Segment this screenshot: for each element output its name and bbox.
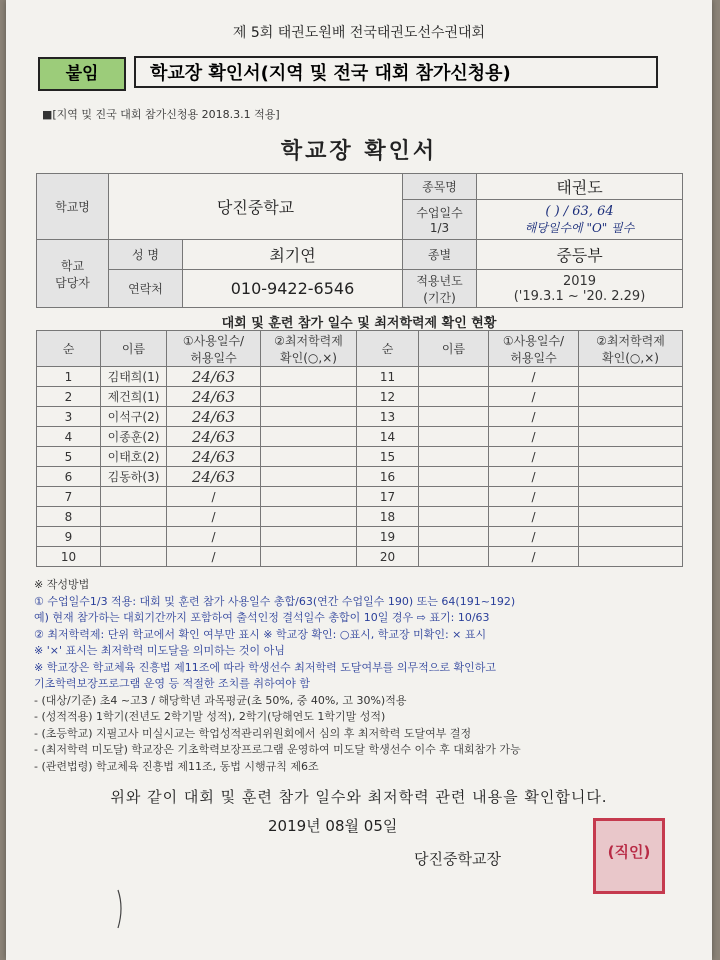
year-value: 2019 [562,273,597,289]
row-check-left [261,467,357,487]
attachment-badge: 붙임 [38,57,126,91]
contact-value: 010-9422-6546 [183,270,403,308]
row-name-left: 김동하(3) [101,467,167,487]
row-no-right: 19 [357,527,419,547]
participants-rows [37,367,683,567]
row-name-right [419,467,489,487]
row-check-right [579,447,683,467]
row-check-right [579,387,683,407]
row-no-left: 4 [37,427,101,447]
method-line-8: - (성적적용) 1학기(전년도 2학기말 성적), 2학기(당해연도 1학기말 성적) [34,710,386,723]
teacher-label-1: 학교 [60,258,85,273]
row-no-left: 1 [37,367,101,387]
header-days-right-2: 허용일수 [510,350,557,365]
days-cell [477,200,683,240]
row-name-left [101,487,167,507]
row-check-left [261,367,357,387]
table-row [37,547,683,567]
row-days-right: / [489,487,579,507]
row-check-left [261,547,357,567]
header-check-right-1: ②최저학력제 [596,333,665,348]
row-days-right: / [489,547,579,567]
school-label: 학교명 [37,174,109,240]
row-no-left: 9 [37,527,101,547]
row-days-left: 24/63 [167,447,261,467]
row-name-left [101,507,167,527]
header-days-left-1: ①사용일수/ [182,333,245,348]
row-days-left: / [167,507,261,527]
method-line-3: ② 최저학력제: 단위 학교에서 확인 여부만 표시 ※ 학교장 확인: ○표시, 학교장 미확인: × 표시 [34,627,487,641]
year-label-2: (기간) [423,290,456,305]
row-check-right [579,507,683,527]
row-days-left: / [167,547,261,567]
header-no-left: 순 [37,331,101,367]
days-label-1: 수업일수 [416,206,463,220]
teacher-name: 최기연 [183,240,403,270]
row-days-left: 24/63 [167,367,261,387]
days-label-2: 1/3 [429,221,450,235]
table-row [37,427,683,447]
teacher-label-2: 담당자 [55,275,90,290]
name-label: 성 명 [109,240,183,270]
form-note: ■[지역 및 진국 대회 참가신청용 2018.3.1 적용] [42,108,280,121]
row-check-left [261,527,357,547]
row-check-right [579,527,683,547]
days-note: 해당일수에 "O" 필수 [524,220,635,235]
seal-text: (직인) [607,843,651,861]
header-check-left [261,331,357,367]
document-sheet [6,0,712,960]
method-line-2: 예) 현재 참가하는 대회기간까지 포함하여 출석인정 결석일수 총합이 10일 경우 ⇨ 표기: 10/63 [34,611,490,624]
header-days-left-2: 허용일수 [190,350,237,365]
writing-method [34,577,694,775]
row-check-left [261,507,357,527]
row-days-right: / [489,427,579,447]
row-days-left: 24/63 [167,387,261,407]
class-label: 종별 [403,240,477,270]
method-line-10: - (최저학력 미도달) 학교장은 기초학력보장프로그램 운영하여 미도달 학생선수 이수 후 대회참가 가능 [34,743,521,756]
row-days-left: 24/63 [167,467,261,487]
teacher-label [37,240,109,308]
row-no-right: 18 [357,507,419,527]
row-no-left: 3 [37,407,101,427]
table-row [37,527,683,547]
header-name-left: 이름 [101,331,167,367]
header-days-right-1: ①사용일수/ [502,333,565,348]
header-check-right [579,331,683,367]
header-check-right-2: 확인(○,×) [602,350,659,365]
method-line-6: 기초학력보장프로그램 운영 등 적절한 조치를 취하여야 함 [34,677,311,690]
method-line-4: ※ '×' 표시는 최저학력 미도달을 의미하는 것이 아님 [34,644,285,657]
row-name-left: 이종훈(2) [101,427,167,447]
row-no-left: 5 [37,447,101,467]
header-check-left-1: ②최저학력제 [274,333,343,348]
competition-title: 제 5회 태권도원배 전국태권도선수권대회 [232,25,486,41]
row-name-right [419,427,489,447]
official-seal [593,818,665,894]
row-days-left: / [167,487,261,507]
method-line-9: - (초등학교) 지필고사 미실시교는 학업성적관리위원회에서 심의 후 최저학력 도달여부 결정 [34,726,472,740]
info-table [36,173,683,308]
row-days-left: 24/63 [167,407,261,427]
row-days-left: / [167,527,261,547]
participants-table [36,330,683,567]
row-no-left: 10 [37,547,101,567]
method-line-11: - (관련법령) 학교체육 진흥법 제11조, 동법 시행규칙 제6조 [34,759,319,773]
row-check-left [261,427,357,447]
days-label [403,200,477,240]
table-row [37,407,683,427]
document-title: 학교장 확인서 [280,139,438,164]
row-check-right [579,547,683,567]
row-name-right [419,407,489,427]
row-check-left [261,487,357,507]
contact-label: 연락처 [109,270,183,308]
row-days-right: / [489,467,579,487]
row-no-left: 2 [37,387,101,407]
year-label [403,270,477,308]
table-header-row [37,331,683,367]
row-name-right [419,547,489,567]
method-heading: ※ 작성방법 [34,578,90,591]
row-check-right [579,407,683,427]
row-no-right: 13 [357,407,419,427]
header-check-left-2: 확인(○,×) [280,350,337,365]
days-value: ( ) / 63, 64 [545,203,614,219]
row-no-left: 8 [37,507,101,527]
table-row [37,507,683,527]
row-name-left: 김태희(1) [101,367,167,387]
table-row [37,367,683,387]
table-row [37,387,683,407]
row-no-right: 15 [357,447,419,467]
row-name-left: 제건희(1) [101,387,167,407]
row-no-right: 14 [357,427,419,447]
row-name-right [419,487,489,507]
row-check-right [579,367,683,387]
row-check-right [579,427,683,447]
row-name-left [101,527,167,547]
row-days-right: / [489,407,579,427]
header-days-right [489,331,579,367]
table-row [37,467,683,487]
method-line-7: - (대상/기준) 초4 ~고3 / 해당학년 과목평균(초 50%, 중 40%, 고 30%)적용 [34,693,407,707]
form-title: 학교장 확인서(지역 및 전국 대회 참가신청용) [134,56,658,88]
row-no-right: 17 [357,487,419,507]
row-no-right: 16 [357,467,419,487]
year-cell [477,270,683,308]
header-no-right: 순 [357,331,419,367]
row-check-right [579,487,683,507]
row-name-left: 이태호(2) [101,447,167,467]
year-label-1: 적용년도 [416,273,463,288]
row-days-right: / [489,507,579,527]
event-value: 태권도 [477,174,683,200]
row-check-right [579,467,683,487]
confirmation-text: 위와 같이 대회 및 훈련 참가 일수와 최저학력 관련 내용을 확인합니다. [110,788,608,806]
school-name: 당진중학교 [109,174,403,240]
row-name-right [419,387,489,407]
row-no-right: 11 [357,367,419,387]
row-days-left: 24/63 [167,427,261,447]
class-value: 중등부 [477,240,683,270]
row-days-right: / [489,527,579,547]
row-check-left [261,387,357,407]
period-value: ('19.3.1 ~ '20. 2.29) [513,288,646,304]
table-row [37,487,683,507]
row-name-right [419,447,489,467]
row-name-left [101,547,167,567]
row-check-left [261,447,357,467]
row-days-right: / [489,367,579,387]
row-check-left [261,407,357,427]
status-subtitle: 대회 및 훈련 참가 일수 및 최저학력제 확인 현황 [221,316,497,331]
row-no-right: 20 [357,547,419,567]
table-row [37,447,683,467]
header-days-left [167,331,261,367]
row-no-left: 7 [37,487,101,507]
row-name-right [419,507,489,527]
pen-mark-icon [110,884,140,934]
row-no-left: 6 [37,467,101,487]
event-label: 종목명 [403,174,477,200]
row-name-right [419,367,489,387]
issue-date: 2019년 08월 05일 [268,817,398,835]
principal-name: 당진중학교장 [414,850,501,868]
row-no-right: 12 [357,387,419,407]
row-days-right: / [489,447,579,467]
row-days-right: / [489,387,579,407]
header-name-right: 이름 [419,331,489,367]
method-line-5: ※ 학교장은 학교체육 진흥법 제11조에 따라 학생선수 최저학력 도달여부를 의무적으로 확인하고 [34,660,496,674]
method-line-1: ① 수업일수1/3 적용: 대회 및 훈련 참가 사용일수 총합/63(연간 수업일수 190) 또는 64(191~192) [34,594,516,608]
row-name-left: 이석구(2) [101,407,167,427]
row-name-right [419,527,489,547]
